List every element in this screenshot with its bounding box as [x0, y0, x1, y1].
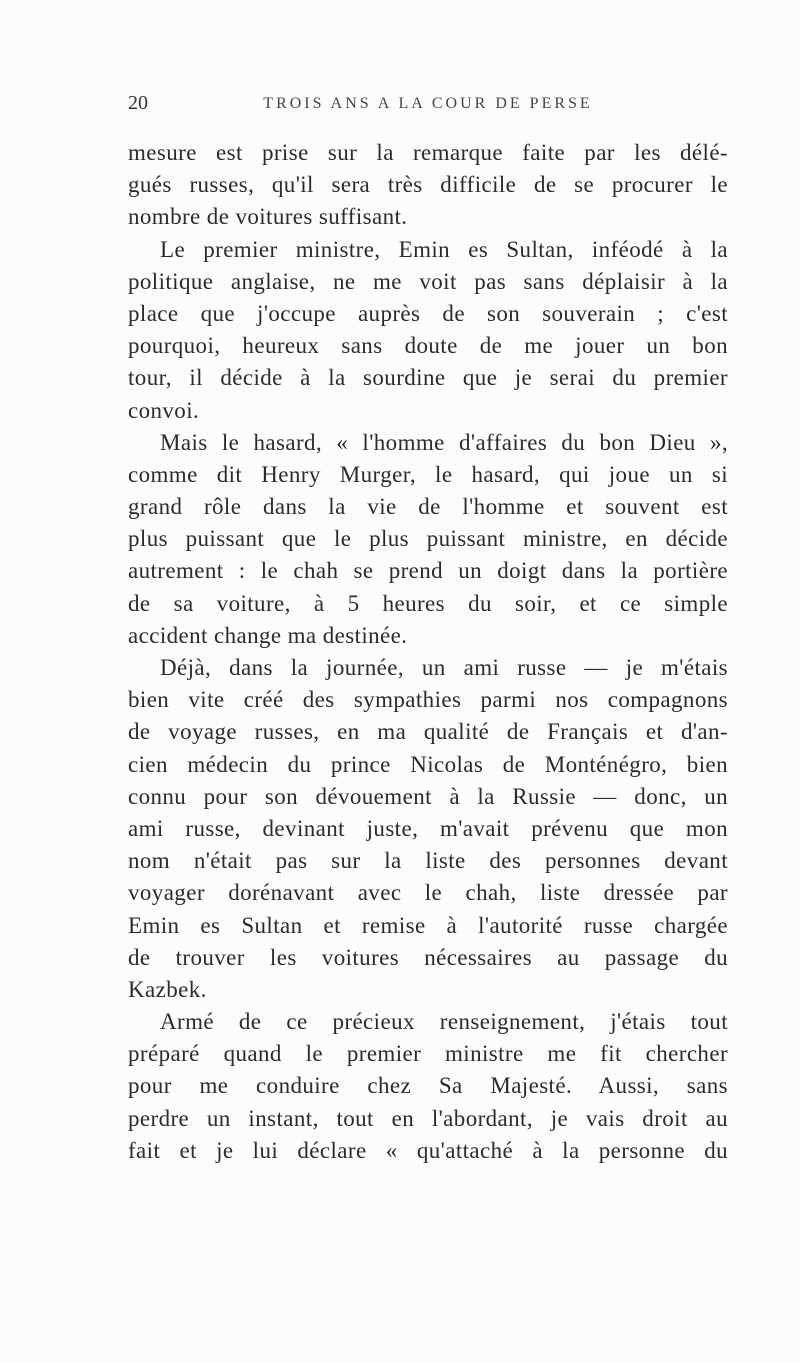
text-line: bien vite créé des sympathies parmi nos compagnons	[128, 687, 728, 713]
body-text	[128, 137, 728, 1167]
text-line: perdre un instant, tout en l'abordant, je vais droit au	[128, 1105, 728, 1131]
text-line: gués russes, qu'il sera très difficile de se procurer le	[128, 172, 728, 198]
text-line: ami russe, devinant juste, m'avait prévenu que mon	[128, 815, 728, 841]
running-title: TROIS ANS A LA COUR DE PERSE	[263, 95, 593, 112]
text-line: nombre de voitures suffisant.	[128, 204, 408, 230]
text-line: Le premier ministre, Emin es Sultan, inféodé à la	[160, 236, 728, 262]
text-line: plus puissant que le plus puissant ministre, en décide	[128, 526, 728, 552]
text-line: politique anglaise, ne me voit pas sans déplaisir à la	[128, 268, 728, 294]
text-line: tour, il décide à la sourdine que je serai du premier	[128, 365, 728, 391]
text-line: de sa voiture, à 5 heures du soir, et ce simple	[128, 590, 728, 616]
text-line: Kazbek.	[128, 976, 207, 1002]
text-line: comme dit Henry Murger, le hasard, qui joue un si	[128, 461, 728, 487]
page-header	[128, 92, 728, 116]
text-line: cien médecin du prince Nicolas de Monténégro, bien	[128, 751, 728, 777]
text-line: convoi.	[128, 397, 200, 423]
text-line: fait et je lui déclare « qu'attaché à la personne du	[128, 1137, 728, 1163]
text-line: grand rôle dans la vie de l'homme et souvent est	[128, 494, 728, 520]
text-line: accident change ma destinée.	[128, 622, 408, 648]
text-line: nom n'était pas sur la liste des personnes devant	[128, 848, 728, 874]
text-line: voyager dorénavant avec le chah, liste dressée par	[128, 880, 728, 906]
text-line: Emin es Sultan et remise à l'autorité russe chargée	[128, 912, 728, 938]
text-line: Mais le hasard, « l'homme d'affaires du bon Dieu »,	[160, 429, 728, 455]
text-line: place que j'occupe auprès de son souverain ; c'est	[128, 300, 728, 326]
text-line: de trouver les voitures nécessaires au passage du	[128, 944, 728, 970]
text-line: Armé de ce précieux renseignement, j'étais tout	[160, 1009, 728, 1035]
text-line: connu pour son dévouement à la Russie — donc, un	[128, 783, 728, 809]
text-line: pourquoi, heureux sans doute de me jouer un bon	[128, 333, 728, 359]
text-line: Déjà, dans la journée, un ami russe — je m'étais	[160, 655, 728, 680]
text-line: pour me conduire chez Sa Majesté. Aussi, sans	[128, 1073, 728, 1099]
text-line: de voyage russes, en ma qualité de Français et d'an-	[128, 719, 728, 745]
text-line: autrement : le chah se prend un doigt dans la portière	[128, 558, 728, 584]
text-line: préparé quand le premier ministre me fit chercher	[128, 1041, 728, 1067]
text-line: mesure est prise sur la remarque faite par les délé-	[128, 140, 728, 165]
page-number: 20	[128, 92, 148, 114]
